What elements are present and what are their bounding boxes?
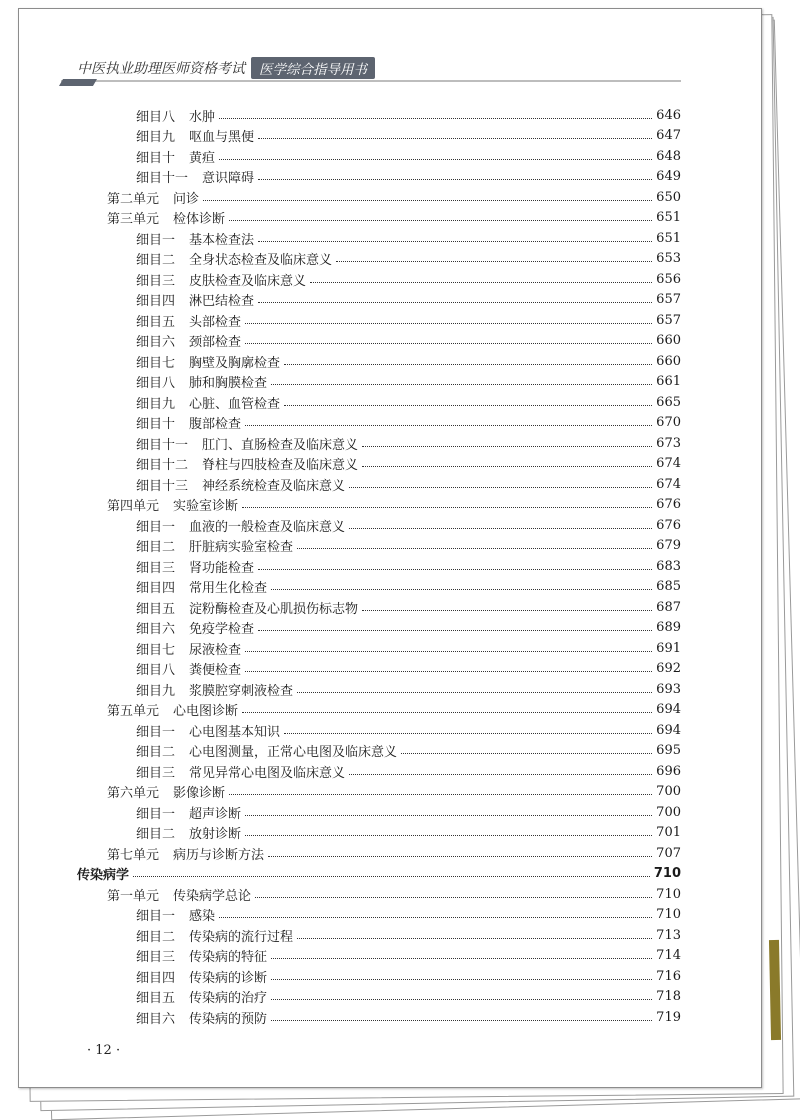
toc-entry-number: 第一单元 <box>107 888 160 904</box>
toc-entry-page: 710 <box>656 886 681 902</box>
toc-entry-label <box>136 270 306 289</box>
toc-entry-page: 700 <box>656 784 681 799</box>
dot-leader <box>229 220 652 221</box>
dot-leader <box>271 589 652 590</box>
toc-entry-title: 皮肤检查及临床意义 <box>189 273 307 289</box>
toc-entry-number: 细目八 <box>136 663 176 678</box>
toc-entry-page: 719 <box>656 1009 681 1025</box>
dot-leader <box>245 343 652 344</box>
dot-leader <box>245 651 652 652</box>
toc-entry <box>136 351 681 371</box>
toc-entry-number: 第五单元 <box>107 704 160 719</box>
toc-entry <box>136 433 681 453</box>
toc-entry-label <box>136 967 267 986</box>
header-series-title: 中医执业助理医师资格考试 <box>77 61 245 77</box>
toc-entry-title: 放射诊断 <box>189 827 242 842</box>
toc-entry <box>136 454 681 474</box>
page-number: · 12 · <box>87 1043 121 1058</box>
dot-leader <box>310 282 652 283</box>
toc-entry-label <box>107 844 264 863</box>
dot-leader <box>297 548 652 549</box>
toc-entry-number: 细目九 <box>136 396 176 412</box>
toc-entry-page: 707 <box>656 845 681 861</box>
header-book-title: 医学综合指导用书 <box>251 57 375 79</box>
toc-entry-title: 传染病的预防 <box>189 1011 268 1027</box>
toc-entry-title: 胸壁及胸廓检查 <box>189 355 281 371</box>
toc-entry-number: 第六单元 <box>107 786 160 801</box>
toc-entry <box>107 208 681 228</box>
toc-entry-number: 细目三 <box>136 765 176 781</box>
toc-entry-label <box>136 249 332 268</box>
dot-leader <box>362 466 652 467</box>
toc-entry-page: 691 <box>656 640 681 656</box>
dot-leader <box>297 692 652 693</box>
toc-entry-page: 651 <box>656 210 681 225</box>
toc-entry-number: 细目九 <box>136 130 176 145</box>
dot-leader <box>271 1020 652 1021</box>
toc-entry <box>136 905 681 925</box>
document-page <box>18 8 762 1088</box>
toc-entry-page: 687 <box>656 599 681 615</box>
dot-leader <box>242 712 652 713</box>
toc-entry-number: 细目五 <box>136 601 176 617</box>
toc-entry <box>136 310 681 330</box>
toc-entry <box>107 187 681 207</box>
toc-entry-title: 传染病的诊断 <box>189 970 268 986</box>
toc-entry-label <box>107 885 251 904</box>
toc-entry-label <box>136 659 241 678</box>
toc-entry-label <box>136 762 345 781</box>
toc-entry-title: 脊柱与四肢检查及临床意义 <box>202 458 359 473</box>
toc-entry-title: 水肿 <box>189 109 216 125</box>
dot-leader <box>349 528 652 529</box>
toc-entry-number: 细目三 <box>136 560 176 576</box>
dot-leader <box>245 323 652 324</box>
toc-entry-page: 685 <box>656 579 681 594</box>
toc-entry <box>136 372 681 392</box>
toc-entry-number: 细目一 <box>136 806 176 822</box>
toc-entry-label <box>136 557 254 576</box>
toc-entry-label <box>136 598 358 617</box>
toc-entry-page: 674 <box>656 456 681 471</box>
toc-entry <box>136 413 681 433</box>
toc-entry <box>136 741 681 761</box>
toc-entry <box>136 556 681 576</box>
toc-entry-page: 646 <box>656 107 681 123</box>
toc-entry-title: 心电图测量，正常心电图及临床意义 <box>189 745 398 760</box>
toc-entry <box>136 515 681 535</box>
toc-entry-number: 细目十 <box>136 150 176 166</box>
toc-entry-page: 714 <box>656 948 681 963</box>
toc-entry-label <box>136 167 254 186</box>
toc-entry-title: 传染病的流行过程 <box>189 929 294 945</box>
toc-entry-label <box>136 290 254 309</box>
toc-entry-title: 浆膜腔穿刺液检查 <box>189 683 294 699</box>
toc-entry <box>136 659 681 679</box>
toc-entry <box>136 802 681 822</box>
toc-entry <box>136 269 681 289</box>
toc-entry <box>136 249 681 269</box>
toc-entry <box>136 290 681 310</box>
toc-entry-label <box>136 126 254 145</box>
toc-entry-number: 细目四 <box>136 970 176 986</box>
toc-entry-label <box>136 352 280 371</box>
toc-entry-label <box>136 311 241 330</box>
dot-leader <box>242 507 652 508</box>
toc-entry-label <box>136 926 293 945</box>
toc-entry-page: 651 <box>656 230 681 246</box>
toc-entry-page: 716 <box>656 968 681 984</box>
toc-entry-number: 第七单元 <box>107 847 160 863</box>
toc-entry <box>136 228 681 248</box>
toc-entry-title: 心电图诊断 <box>173 704 239 719</box>
toc-entry-number: 细目四 <box>136 294 176 309</box>
dot-leader <box>362 610 652 611</box>
toc-entry <box>136 474 681 494</box>
toc-entry-label <box>136 434 358 453</box>
toc-entry-title: 淀粉酶检查及心肌损伤标志物 <box>189 601 359 617</box>
toc-entry-number: 细目一 <box>136 909 176 924</box>
toc-entry-label <box>136 229 254 248</box>
toc-entry-page: 710 <box>653 866 681 881</box>
toc-entry-title: 肝脏病实验室检查 <box>189 540 294 555</box>
toc-entry-label <box>136 803 241 822</box>
sheet-edge-accent <box>769 940 781 1040</box>
toc-entry-label <box>136 618 254 637</box>
toc-entry-label <box>136 516 345 535</box>
toc-entry-title: 颈部检查 <box>189 335 242 350</box>
toc-entry <box>136 966 681 986</box>
toc-entry-number: 细目二 <box>136 745 176 760</box>
toc-entry-label <box>77 864 129 883</box>
toc-entry-number: 细目六 <box>136 1011 176 1027</box>
toc-entry-number: 细目九 <box>136 683 176 699</box>
dot-leader <box>258 241 652 242</box>
toc-entry-label <box>136 721 280 740</box>
dot-leader <box>258 138 652 139</box>
toc-entry-page: 660 <box>656 333 681 348</box>
toc-entry-title: 检体诊断 <box>173 212 226 227</box>
toc-entry-number: 细目五 <box>136 314 176 330</box>
toc-entry-number: 细目三 <box>136 950 176 965</box>
toc-entry-title: 感染 <box>189 909 216 924</box>
toc-entry-label <box>107 208 225 227</box>
toc-entry-number: 细目二 <box>136 929 176 945</box>
toc-entry <box>136 146 681 166</box>
toc-entry-page: 653 <box>656 251 681 266</box>
toc-entry-label <box>136 106 215 125</box>
toc-entry-number: 细目十一 <box>136 171 189 186</box>
toc-entry-page: 674 <box>656 476 681 492</box>
dot-leader <box>271 384 652 385</box>
toc-entry-title: 腹部检查 <box>189 417 242 432</box>
toc-entry-label <box>136 372 267 391</box>
toc-entry <box>107 700 681 720</box>
toc-entry <box>136 946 681 966</box>
toc-entry-label <box>107 495 238 514</box>
toc-entry-label <box>136 475 345 494</box>
toc-entry-page: 689 <box>656 620 681 635</box>
dot-leader <box>255 897 652 898</box>
toc-entry-title: 传染病的治疗 <box>189 991 268 1006</box>
dot-leader <box>245 671 652 672</box>
header-mark <box>59 79 97 86</box>
toc-entry-number: 第三单元 <box>107 212 160 227</box>
toc-entry <box>136 536 681 556</box>
toc-entry-number: 细目八 <box>136 109 176 125</box>
dot-leader <box>284 364 652 365</box>
toc-entry <box>107 843 681 863</box>
toc-entry-label <box>107 782 225 801</box>
toc-entry-number: 细目十一 <box>136 437 189 453</box>
toc-entry-number: 细目六 <box>136 335 176 350</box>
dot-leader <box>284 405 652 406</box>
toc-entry <box>136 823 681 843</box>
toc-entry-number: 细目三 <box>136 273 176 289</box>
toc-entry-number: 细目二 <box>136 253 176 268</box>
toc-entry-number: 细目八 <box>136 376 176 391</box>
toc-entry-page: 700 <box>656 804 681 820</box>
dot-leader <box>258 179 652 180</box>
dot-leader <box>349 774 652 775</box>
toc-entry-title: 神经系统检查及临床意义 <box>202 478 346 494</box>
dot-leader <box>271 979 652 980</box>
toc-entry-number: 细目十 <box>136 417 176 432</box>
toc-entry-page: 661 <box>656 374 681 389</box>
dot-leader <box>401 753 652 754</box>
toc-entry-page: 694 <box>656 702 681 717</box>
toc-entry-page: 657 <box>656 292 681 307</box>
toc-entry-label <box>136 680 293 699</box>
toc-entry-label <box>136 946 267 965</box>
toc-entry <box>107 495 681 515</box>
toc-entry-page: 679 <box>656 538 681 553</box>
toc-entry <box>136 761 681 781</box>
toc-entry-label <box>136 393 280 412</box>
toc-entry <box>136 392 681 412</box>
dot-leader <box>297 938 652 939</box>
toc-entry-number: 第四单元 <box>107 499 160 514</box>
dot-leader <box>229 794 652 795</box>
toc-entry-page: 693 <box>656 681 681 697</box>
toc-entry <box>136 618 681 638</box>
dot-leader <box>271 958 652 959</box>
dot-leader <box>245 835 652 836</box>
toc-entry-label <box>136 454 358 473</box>
toc-entry-title: 淋巴结检查 <box>189 294 255 309</box>
toc-entry-title: 基本检查法 <box>189 232 255 248</box>
toc-entry-page: 676 <box>656 517 681 533</box>
toc-entry <box>136 638 681 658</box>
toc-entry-title: 影像诊断 <box>173 786 226 801</box>
toc-entry-label <box>107 700 238 719</box>
dot-leader <box>219 159 652 160</box>
toc-entry-number: 细目五 <box>136 991 176 1006</box>
toc-entry-title: 问诊 <box>173 191 200 207</box>
dot-leader <box>245 425 652 426</box>
toc-entry-title: 血液的一般检查及临床意义 <box>189 519 346 535</box>
toc-entry-page: 710 <box>656 907 681 922</box>
toc-entry-title: 黄疸 <box>189 150 216 166</box>
dot-leader <box>258 302 652 303</box>
toc-entry-number: 细目七 <box>136 642 176 658</box>
toc-entry <box>136 987 681 1007</box>
toc-entry-number: 第二单元 <box>107 191 160 207</box>
toc-entry-number: 细目六 <box>136 622 176 637</box>
toc-entry-page: 670 <box>656 415 681 430</box>
toc-entry-title: 常用生化检查 <box>189 581 268 596</box>
toc-entry-page: 676 <box>656 497 681 512</box>
toc-entry-title: 超声诊断 <box>189 806 242 822</box>
toc-entry-label <box>136 331 241 350</box>
toc-entry-title: 头部检查 <box>189 314 242 330</box>
toc-entry <box>136 126 681 146</box>
toc-entry-page: 696 <box>656 763 681 779</box>
dot-leader <box>258 630 652 631</box>
toc-entry-page: 695 <box>656 743 681 758</box>
dot-leader <box>245 815 652 816</box>
toc-entry-label <box>136 905 215 924</box>
toc-entry-number: 细目二 <box>136 827 176 842</box>
toc-entry-title: 实验室诊断 <box>173 499 239 514</box>
toc-entry <box>77 864 681 884</box>
toc-entry-number: 细目一 <box>136 232 176 248</box>
toc-entry-page: 648 <box>656 148 681 164</box>
toc-entry-title: 常见异常心电图及临床意义 <box>189 765 346 781</box>
toc-entry-label <box>136 536 293 555</box>
toc-entry-title: 肺和胸膜检查 <box>189 376 268 391</box>
toc-entry-title: 肛门、直肠检查及临床意义 <box>202 437 359 453</box>
toc-entry <box>136 1007 681 1027</box>
running-header <box>77 57 375 79</box>
dot-leader <box>271 999 652 1000</box>
toc-entry <box>136 577 681 597</box>
toc-entry-page: 656 <box>656 271 681 287</box>
toc-entry-title: 呕血与黑便 <box>189 130 255 145</box>
toc-entry <box>136 331 681 351</box>
toc-entry-page: 647 <box>656 128 681 143</box>
toc-entry-label <box>136 987 267 1006</box>
toc-entry <box>136 167 681 187</box>
toc-entry-label <box>136 577 267 596</box>
dot-leader <box>362 446 652 447</box>
dot-leader <box>219 917 652 918</box>
toc-entry-label <box>136 147 215 166</box>
dot-leader <box>336 261 652 262</box>
dot-leader <box>349 487 652 488</box>
toc-entry-number: 细目十二 <box>136 458 189 473</box>
toc-entry-label <box>136 823 241 842</box>
toc-entry <box>107 884 681 904</box>
toc-entry-title: 尿液检查 <box>189 642 242 658</box>
dot-leader <box>268 856 652 857</box>
toc-entry-title: 免疫学检查 <box>189 622 255 637</box>
toc-entry-title: 传染病学总论 <box>173 888 252 904</box>
toc-entry-title: 全身状态检查及临床意义 <box>189 253 333 268</box>
toc-entry-title: 肾功能检查 <box>189 560 255 576</box>
dot-leader <box>284 733 652 734</box>
toc-entry-page: 701 <box>656 825 681 840</box>
toc-entry-label <box>136 413 241 432</box>
toc-entry-page: 692 <box>656 661 681 676</box>
toc-entry-title: 传染病学 <box>77 868 130 883</box>
toc-entry <box>107 782 681 802</box>
toc-entry-title: 心脏、血管检查 <box>189 396 281 412</box>
toc-entry-number: 细目十三 <box>136 478 189 494</box>
toc-entry-label <box>107 188 199 207</box>
toc-entry-number: 细目七 <box>136 355 176 371</box>
header-rule <box>61 80 681 82</box>
dot-leader <box>219 118 652 119</box>
toc-entry <box>136 925 681 945</box>
toc-entry <box>136 597 681 617</box>
dot-leader <box>258 569 652 570</box>
toc-entry-number: 细目四 <box>136 581 176 596</box>
dot-leader <box>203 200 652 201</box>
toc-entry-title: 传染病的特征 <box>189 950 268 965</box>
dot-leader <box>133 876 650 877</box>
toc-entry <box>136 105 681 125</box>
toc-entry-page: 657 <box>656 312 681 328</box>
toc-entry-number: 细目二 <box>136 540 176 555</box>
toc-entry-number: 细目一 <box>136 724 176 740</box>
toc-entry-page: 683 <box>656 558 681 574</box>
toc-entry-page: 649 <box>656 169 681 184</box>
toc-entry-number: 细目一 <box>136 519 176 535</box>
toc-entry-page: 673 <box>656 435 681 451</box>
toc-entry-page: 665 <box>656 394 681 410</box>
toc-entry-title: 病历与诊断方法 <box>173 847 265 863</box>
toc-entry-page: 694 <box>656 722 681 738</box>
toc-entry-page: 718 <box>656 989 681 1004</box>
toc-entry-label <box>136 741 397 760</box>
toc-entry-page: 713 <box>656 927 681 943</box>
toc-entry-page: 650 <box>656 189 681 205</box>
toc-entry-title: 心电图基本知识 <box>189 724 281 740</box>
toc-entry-page: 660 <box>656 353 681 369</box>
toc-entry <box>136 720 681 740</box>
toc-entry-label <box>136 1008 267 1027</box>
toc-entry <box>136 679 681 699</box>
toc-entry-title: 粪便检查 <box>189 663 242 678</box>
toc-entry-label <box>136 639 241 658</box>
toc-entry-title: 意识障碍 <box>202 171 255 186</box>
